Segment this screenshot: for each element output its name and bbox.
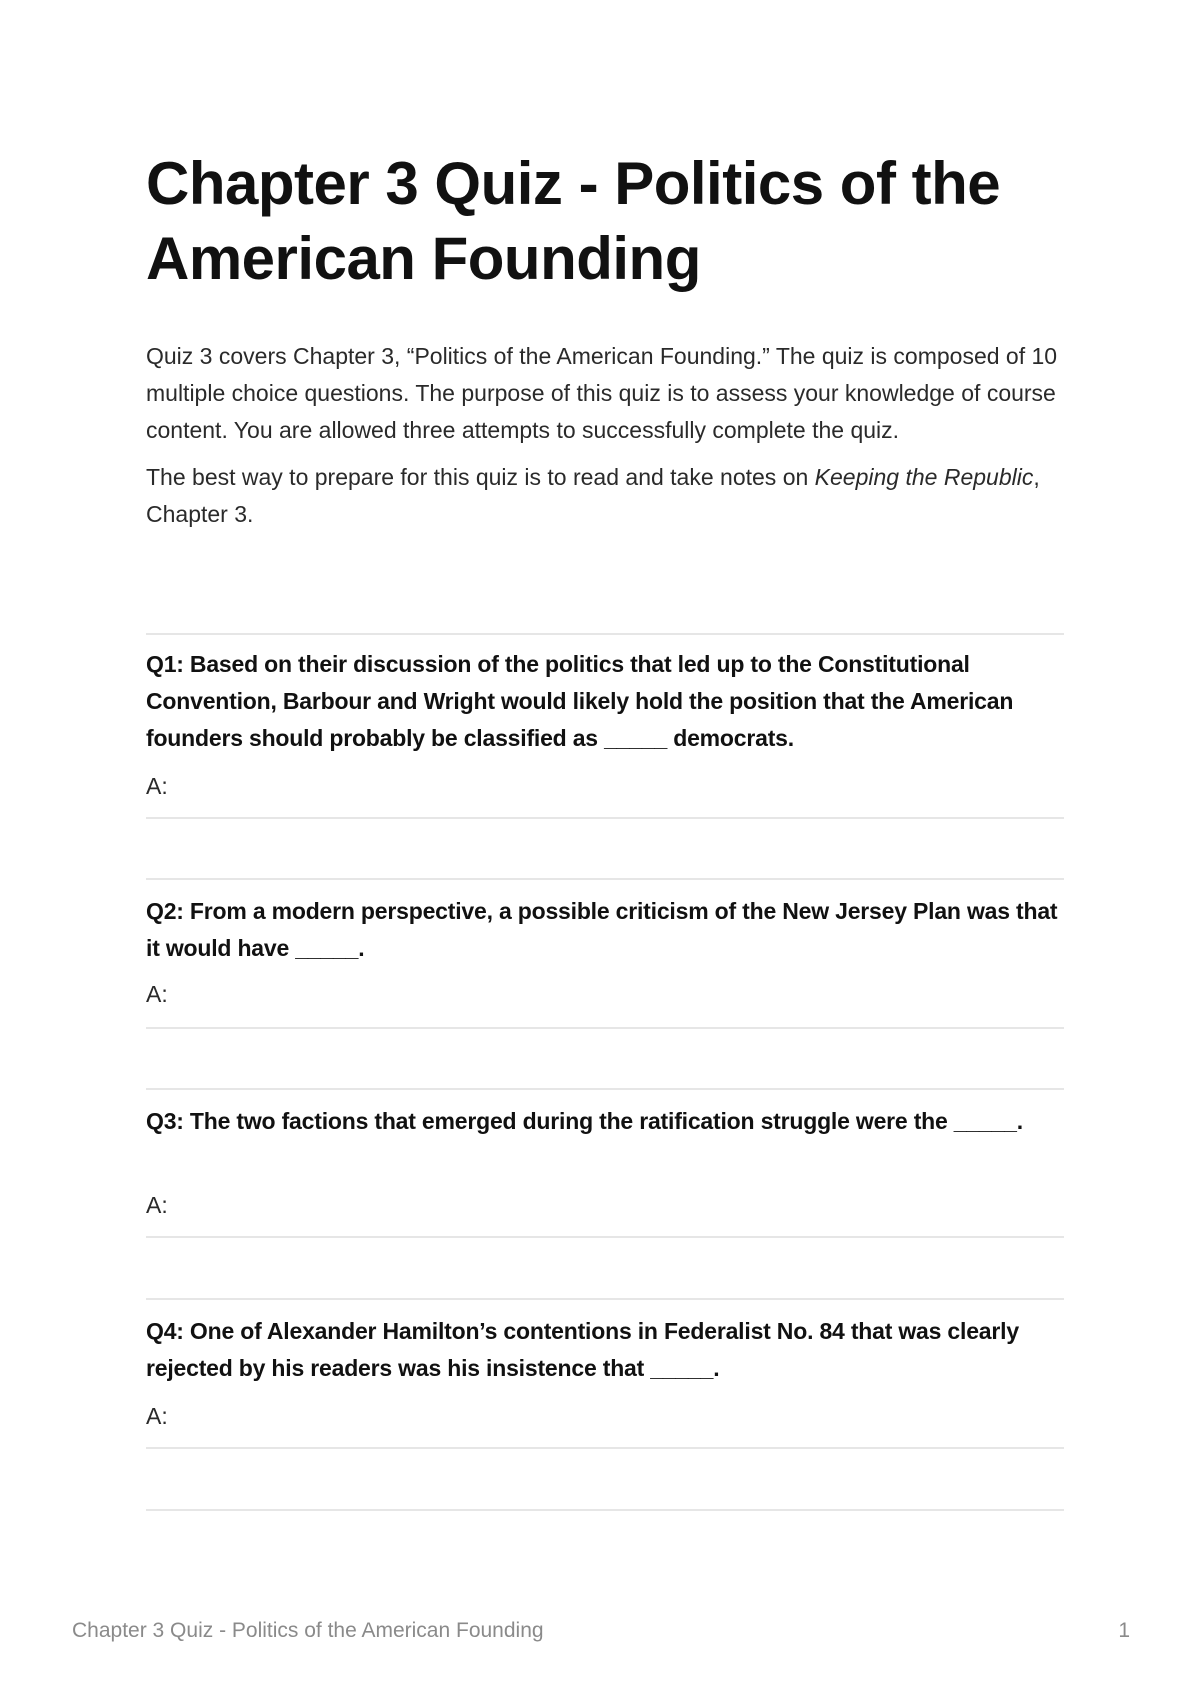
answer-label-3: A: [146, 1192, 168, 1218]
footer-title: Chapter 3 Quiz - Politics of the American Founding [72, 1619, 544, 1642]
question-1: Q1: Based on their discussion of the politics that led up to the Constitutional Convention, Barbour and Wright would likely hold the position that the American founders should probably be classified as _____ democrats. [146, 651, 1014, 751]
page-number: 1 [1118, 1619, 1130, 1642]
divider [146, 1447, 1064, 1449]
book-title: Keeping the Republic [814, 464, 1034, 490]
page-title: Chapter 3 Quiz - Politics of the American Founding [146, 150, 1001, 292]
divider [146, 878, 1064, 880]
divider [146, 633, 1064, 635]
answer-label-2: A: [146, 981, 168, 1007]
intro-text: , Chapter 3. [146, 464, 1040, 527]
question-3: Q3: The two factions that emerged during the ratification struggle were the _____. [146, 1108, 1023, 1134]
divider [146, 1236, 1064, 1238]
divider [146, 1298, 1064, 1300]
divider [146, 1088, 1064, 1090]
question-2: Q2: From a modern perspective, a possible criticism of the New Jersey Plan was that it would have _____. [146, 898, 1058, 961]
answer-label-1: A: [146, 773, 168, 799]
divider [146, 817, 1064, 819]
intro-section [146, 338, 1064, 543]
divider [146, 1509, 1064, 1511]
intro-text: The best way to prepare for this quiz is to read and take notes on [146, 464, 815, 490]
question-4: Q4: One of Alexander Hamilton’s contentions in Federalist No. 84 that was clearly rejected by his readers was his insistence that _____. [146, 1318, 1019, 1381]
intro-paragraph: Quiz 3 covers Chapter 3, “Politics of the American Founding.” The quiz is composed of 10 multiple choice questions. The purpose of this quiz is to assess your knowledge of course content. You are allowed three attempts to successfully complete the quiz. [146, 343, 1058, 443]
divider [146, 1027, 1064, 1029]
intro-paragraph [146, 459, 1064, 533]
answer-label-4: A: [146, 1403, 168, 1429]
